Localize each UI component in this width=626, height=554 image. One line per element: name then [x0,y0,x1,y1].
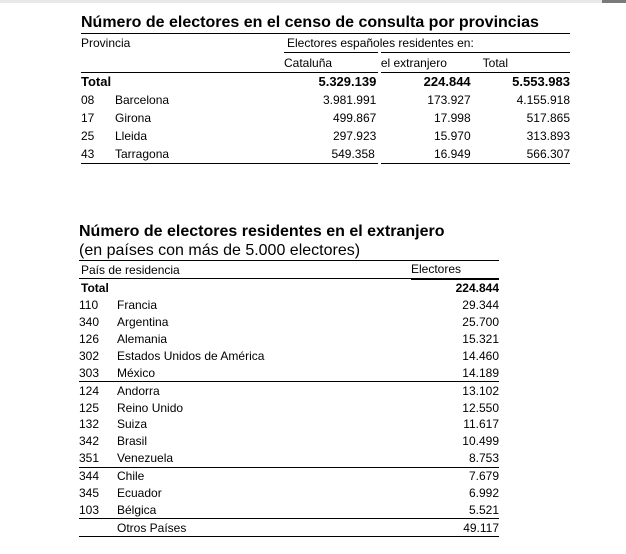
country-value: 10.499 [462,434,499,449]
country-code: 345 [79,486,100,501]
viewer-top-bar-accent [602,0,626,3]
country-row [79,467,499,484]
otros-value: 49.117 [411,519,499,537]
viewer-top-bar [0,0,626,3]
header-pais: País de residencia [79,261,411,279]
country-row [79,347,499,364]
country-name: Argentina [117,315,169,330]
abroad-total-row [79,279,499,297]
abroad-table-title: Número de electores residentes en el extranjero [79,223,445,240]
country-code: 125 [79,400,100,415]
country-name: Bélgica [117,502,157,517]
country-code: 126 [79,332,100,346]
province-total: 517.865 [526,111,570,125]
country-code: 132 [79,417,100,432]
province-table [81,33,570,164]
country-name: Andorra [117,383,160,398]
country-name: Francia [117,298,158,313]
header-electores-group: Electores españoles residentes en: [284,34,570,53]
country-name: Ecuador [117,486,162,501]
country-value: 29.344 [462,298,499,313]
province-name: Lleida [115,129,148,143]
province-table-title: Número de electores en el censo de consulta por provincias [81,14,539,31]
total-extranjero: 224.844 [379,73,474,92]
country-code: 342 [79,434,100,449]
province-total: 566.307 [475,145,570,164]
country-value: 13.102 [411,382,499,399]
country-row [79,364,499,381]
country-code: 340 [79,315,100,330]
total-total: 5.553.983 [475,73,570,92]
province-cataluna: 3.981.991 [322,93,377,107]
province-name: Tarragona [115,147,170,161]
country-value: 25.700 [462,315,499,330]
country-row [79,433,499,450]
country-row [79,485,499,502]
abroad-table-section [79,223,499,537]
header-provincia: Provincia [81,34,284,53]
province-cataluna: 499.867 [332,111,377,125]
country-row [79,382,499,399]
country-value: 5.521 [468,502,499,517]
header-total: Total [482,55,509,70]
country-row [79,399,499,416]
abroad-total-value: 224.844 [411,279,499,297]
province-row [81,91,570,109]
province-total: 4.155.918 [516,93,570,107]
country-code: 303 [79,365,100,380]
otros-row [79,519,499,537]
province-name: Girona [115,111,152,125]
province-total: 313.893 [526,129,570,143]
country-name: Suiza [117,417,148,432]
province-row [81,109,570,127]
country-value: 8.753 [468,451,499,466]
country-value: 15.321 [462,332,499,346]
province-cataluna: 549.358 [284,145,379,164]
province-extranjero: 173.927 [427,93,471,107]
country-code: 344 [79,469,100,484]
country-name: Estados Unidos de América [117,348,265,363]
country-name: Brasil [117,434,148,449]
country-name: Venezuela [117,451,174,466]
total-label: Total [81,73,284,92]
country-row [79,450,499,467]
province-extranjero: 16.949 [379,145,474,164]
country-row [79,501,499,518]
abroad-total-label: Total [79,279,411,297]
country-code: 351 [79,451,100,466]
country-name: Reino Unido [117,400,184,415]
province-code: 17 [81,111,95,125]
country-name: Chile [117,469,145,484]
abroad-table-subtitle: (en países con más de 5.000 electores) [79,242,361,259]
province-cataluna: 297.923 [332,129,377,143]
abroad-table [79,260,499,537]
country-value: 7.679 [411,467,499,484]
country-value: 11.617 [463,417,499,432]
province-header-row-2 [81,53,570,73]
province-code: 25 [81,129,95,143]
header-extranjero: el extranjero [379,53,474,73]
abroad-header-row [79,261,499,279]
country-code: 124 [79,383,100,398]
province-code: 43 [81,147,95,161]
country-value: 14.460 [462,348,499,363]
header-cataluna: Cataluña [284,53,379,73]
province-table-section [81,13,571,164]
country-row [79,416,499,433]
province-code: 08 [81,93,95,107]
country-value: 12.550 [462,400,499,415]
province-row [81,127,570,145]
province-name: Barcelona [115,93,170,107]
province-extranjero: 15.970 [433,129,471,143]
total-cataluna: 5.329.139 [284,73,379,92]
country-row [79,297,499,314]
country-name: México [117,365,156,380]
country-code: 110 [79,298,99,313]
country-code: 302 [79,348,100,363]
otros-name: Otros Países [79,519,411,537]
country-name: Alemania [117,332,168,346]
province-total-row [81,73,570,92]
country-value: 14.189 [462,365,499,380]
province-extranjero: 17.998 [433,111,471,125]
province-header-row-1 [81,34,570,53]
header-electores: Electores [411,261,499,279]
country-code: 103 [79,502,100,517]
country-value: 6.992 [468,486,499,501]
country-row [79,331,499,348]
country-row [79,314,499,331]
province-row [81,145,570,164]
